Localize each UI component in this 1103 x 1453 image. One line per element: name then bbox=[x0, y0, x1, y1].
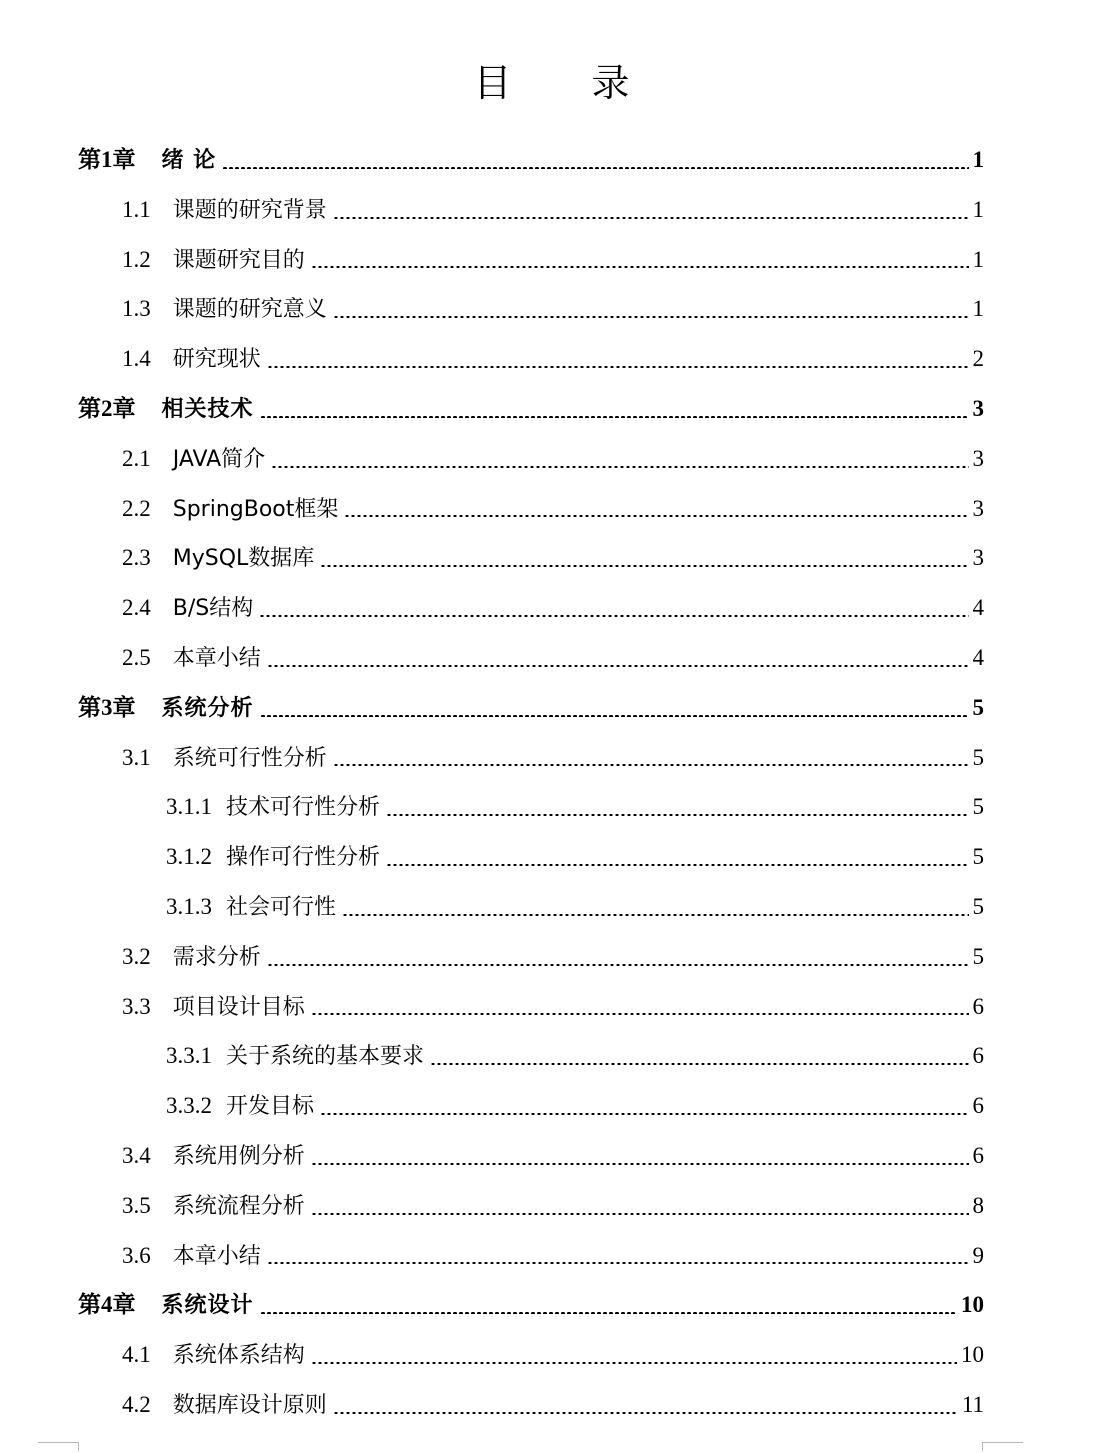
toc-entry-number: 3.3.2 bbox=[166, 1093, 212, 1119]
toc-entry-number: 2.5 bbox=[122, 644, 151, 670]
toc-entry-number: 3.1.1 bbox=[166, 794, 212, 820]
toc-entry-number: 2.3 bbox=[122, 545, 151, 571]
toc-page-number: 6 bbox=[972, 1142, 984, 1168]
crop-mark-left bbox=[38, 1442, 79, 1451]
toc-page-number: 1 bbox=[972, 246, 984, 272]
toc-entry-title: 社会可行性 bbox=[226, 894, 337, 920]
toc-page-number: 5 bbox=[972, 893, 984, 919]
toc-dot-leader bbox=[259, 615, 968, 617]
toc-entry-title: 相关技术 bbox=[161, 396, 254, 422]
toc-dot-leader bbox=[260, 1312, 957, 1314]
toc-entry-title: 系统用例分析 bbox=[172, 1143, 305, 1169]
toc-entry-number: 3.1 bbox=[122, 744, 151, 770]
toc-page-number: 3 bbox=[972, 545, 984, 571]
toc-dot-leader bbox=[260, 416, 969, 418]
toc-entry-title: 技术可行性分析 bbox=[226, 795, 381, 821]
toc-dot-leader bbox=[311, 1163, 969, 1165]
toc-entry-number: 1.1 bbox=[122, 196, 151, 222]
toc-entry-number: 1.3 bbox=[122, 296, 151, 322]
toc-dot-leader bbox=[311, 1362, 957, 1364]
toc-section-entry[interactable] bbox=[78, 185, 984, 235]
toc-page-number: 11 bbox=[961, 1391, 984, 1417]
toc-entry-title: 本章小结 bbox=[172, 645, 261, 671]
toc-page-number: 1 bbox=[972, 196, 984, 222]
toc-page-number: 5 bbox=[972, 844, 984, 870]
toc-dot-leader bbox=[311, 266, 969, 268]
toc-title: 目 录 bbox=[473, 61, 664, 106]
toc-dot-leader bbox=[267, 964, 969, 966]
toc-dot-leader bbox=[260, 715, 969, 717]
toc-dot-leader bbox=[311, 1013, 969, 1015]
toc-page-number: 5 bbox=[972, 943, 984, 969]
toc-dot-leader bbox=[333, 1412, 958, 1414]
toc-entry-number: 2.2 bbox=[122, 495, 151, 521]
toc-entry-number: 3.6 bbox=[122, 1242, 151, 1268]
toc-dot-leader bbox=[333, 764, 969, 766]
toc-entry-title: MySQL数据库 bbox=[172, 546, 315, 572]
toc-page-number: 3 bbox=[972, 445, 984, 471]
toc-entry-number: 2.4 bbox=[122, 595, 151, 621]
crop-mark-right bbox=[982, 1442, 1023, 1451]
toc-section-entry[interactable] bbox=[78, 484, 984, 534]
toc-dot-leader bbox=[344, 515, 968, 517]
toc-entry-number: 3.2 bbox=[122, 943, 151, 969]
toc-entry-title: 系统分析 bbox=[161, 695, 254, 721]
toc-section-entry[interactable] bbox=[78, 932, 984, 982]
toc-entry-number: 第1章 bbox=[78, 147, 136, 172]
toc-page-number: 2 bbox=[972, 346, 984, 372]
toc-section-entry[interactable] bbox=[78, 633, 984, 683]
toc-entry-title: 绪 论 bbox=[161, 148, 217, 173]
toc-dot-leader bbox=[320, 1113, 968, 1115]
toc-dot-leader bbox=[267, 665, 969, 667]
toc-dot-leader bbox=[222, 167, 968, 169]
toc-entry-title: B/S结构 bbox=[172, 596, 254, 622]
toc-page-number: 5 bbox=[972, 744, 984, 770]
toc-entry-number: 3.3.1 bbox=[166, 1043, 212, 1069]
toc-dot-leader bbox=[320, 565, 968, 567]
toc-section-entry[interactable] bbox=[78, 235, 984, 285]
toc-dot-leader bbox=[430, 1063, 968, 1065]
toc-entry-title: 课题研究目的 bbox=[172, 247, 305, 273]
toc-page-number: 4 bbox=[972, 595, 984, 621]
toc-entry-title: 本章小结 bbox=[172, 1243, 261, 1269]
toc-entry-title: 系统可行性分析 bbox=[172, 745, 327, 771]
toc-entry-title: JAVA简介 bbox=[172, 446, 266, 472]
toc-dot-leader bbox=[271, 466, 968, 468]
toc-page-number: 6 bbox=[972, 1093, 984, 1119]
toc-entry-number: 3.4 bbox=[122, 1142, 151, 1168]
toc-section-entry[interactable] bbox=[78, 1131, 984, 1181]
toc-entry-number: 3.1.3 bbox=[166, 893, 212, 919]
toc-entry-number: 1.4 bbox=[122, 346, 151, 372]
toc-entry-title: 数据库设计原则 bbox=[172, 1392, 327, 1418]
toc-entry-number: 第2章 bbox=[78, 395, 136, 421]
toc-page-number: 4 bbox=[972, 644, 984, 670]
toc-entry-number: 3.1.2 bbox=[166, 844, 212, 870]
toc-page-number: 5 bbox=[972, 694, 984, 720]
toc-chapter-entry[interactable] bbox=[78, 1280, 984, 1330]
toc-entry-title: 系统体系结构 bbox=[172, 1343, 305, 1369]
toc-dot-leader bbox=[386, 864, 968, 866]
toc-subsection-entry[interactable] bbox=[78, 1081, 984, 1131]
toc-section-entry[interactable] bbox=[78, 284, 984, 334]
toc-page-number: 9 bbox=[972, 1242, 984, 1268]
toc-entry-number: 3.3 bbox=[122, 993, 151, 1019]
toc-dot-leader bbox=[342, 914, 968, 916]
toc-section-entry[interactable] bbox=[78, 1380, 984, 1430]
toc-section-entry[interactable] bbox=[78, 982, 984, 1032]
toc-entry-number: 3.5 bbox=[122, 1192, 151, 1218]
toc-entry-number: 第3章 bbox=[78, 694, 136, 720]
toc-chapter-entry[interactable] bbox=[78, 384, 984, 434]
toc-entry-title: 研究现状 bbox=[172, 347, 261, 373]
toc-subsection-entry[interactable] bbox=[78, 1031, 984, 1081]
toc-entry-title: 关于系统的基本要求 bbox=[226, 1044, 425, 1070]
toc-dot-leader bbox=[267, 1262, 969, 1264]
toc-page-number: 1 bbox=[972, 296, 984, 322]
toc-entry-title: 课题的研究意义 bbox=[172, 297, 327, 323]
toc-entry-number: 第4章 bbox=[78, 1292, 136, 1318]
toc-dot-leader bbox=[311, 1213, 969, 1215]
toc-entry-number: 2.1 bbox=[122, 445, 151, 471]
toc-page-number: 8 bbox=[972, 1192, 984, 1218]
toc-page-number: 3 bbox=[972, 395, 984, 421]
toc-subsection-entry[interactable] bbox=[78, 782, 984, 832]
toc-entry-title: 项目设计目标 bbox=[172, 994, 305, 1020]
toc-entry-number: 4.1 bbox=[122, 1342, 151, 1368]
toc-page-number: 3 bbox=[972, 495, 984, 521]
toc-section-entry[interactable] bbox=[78, 434, 984, 484]
toc-dot-leader bbox=[267, 366, 969, 368]
toc-entry-title: 系统设计 bbox=[161, 1293, 254, 1319]
toc-page-number: 10 bbox=[961, 1342, 984, 1368]
toc-section-entry[interactable] bbox=[78, 334, 984, 384]
toc-section-entry[interactable] bbox=[78, 1330, 984, 1380]
toc-page-number: 5 bbox=[972, 794, 984, 820]
toc-page-number: 1 bbox=[972, 147, 984, 172]
toc-page-number: 6 bbox=[972, 993, 984, 1019]
toc-entry-title: 课题的研究背景 bbox=[172, 197, 327, 223]
toc-section-entry[interactable] bbox=[78, 1231, 984, 1281]
toc-section-entry[interactable] bbox=[78, 1181, 984, 1231]
toc-entry-number: 4.2 bbox=[122, 1391, 151, 1417]
toc-dot-leader bbox=[333, 316, 969, 318]
toc-entry-title: 需求分析 bbox=[172, 944, 261, 970]
toc-page-number: 10 bbox=[961, 1292, 984, 1318]
toc-section-entry[interactable] bbox=[78, 733, 984, 783]
toc-page-number: 6 bbox=[972, 1043, 984, 1069]
toc-section-entry[interactable] bbox=[78, 533, 984, 583]
toc-dot-leader bbox=[386, 814, 968, 816]
toc-entry-title: SpringBoot框架 bbox=[172, 496, 339, 522]
toc-entry-title: 系统流程分析 bbox=[172, 1193, 305, 1219]
toc-section-entry[interactable] bbox=[78, 583, 984, 633]
toc-entry-number: 1.2 bbox=[122, 246, 151, 272]
table-of-contents bbox=[78, 135, 984, 1430]
toc-dot-leader bbox=[333, 217, 969, 219]
toc-entry-title: 操作可行性分析 bbox=[226, 845, 381, 871]
toc-chapter-entry[interactable] bbox=[78, 683, 984, 733]
toc-subsection-entry[interactable] bbox=[78, 832, 984, 882]
toc-subsection-entry[interactable] bbox=[78, 882, 984, 932]
toc-chapter-entry[interactable] bbox=[78, 135, 984, 185]
toc-entry-title: 开发目标 bbox=[226, 1094, 315, 1120]
